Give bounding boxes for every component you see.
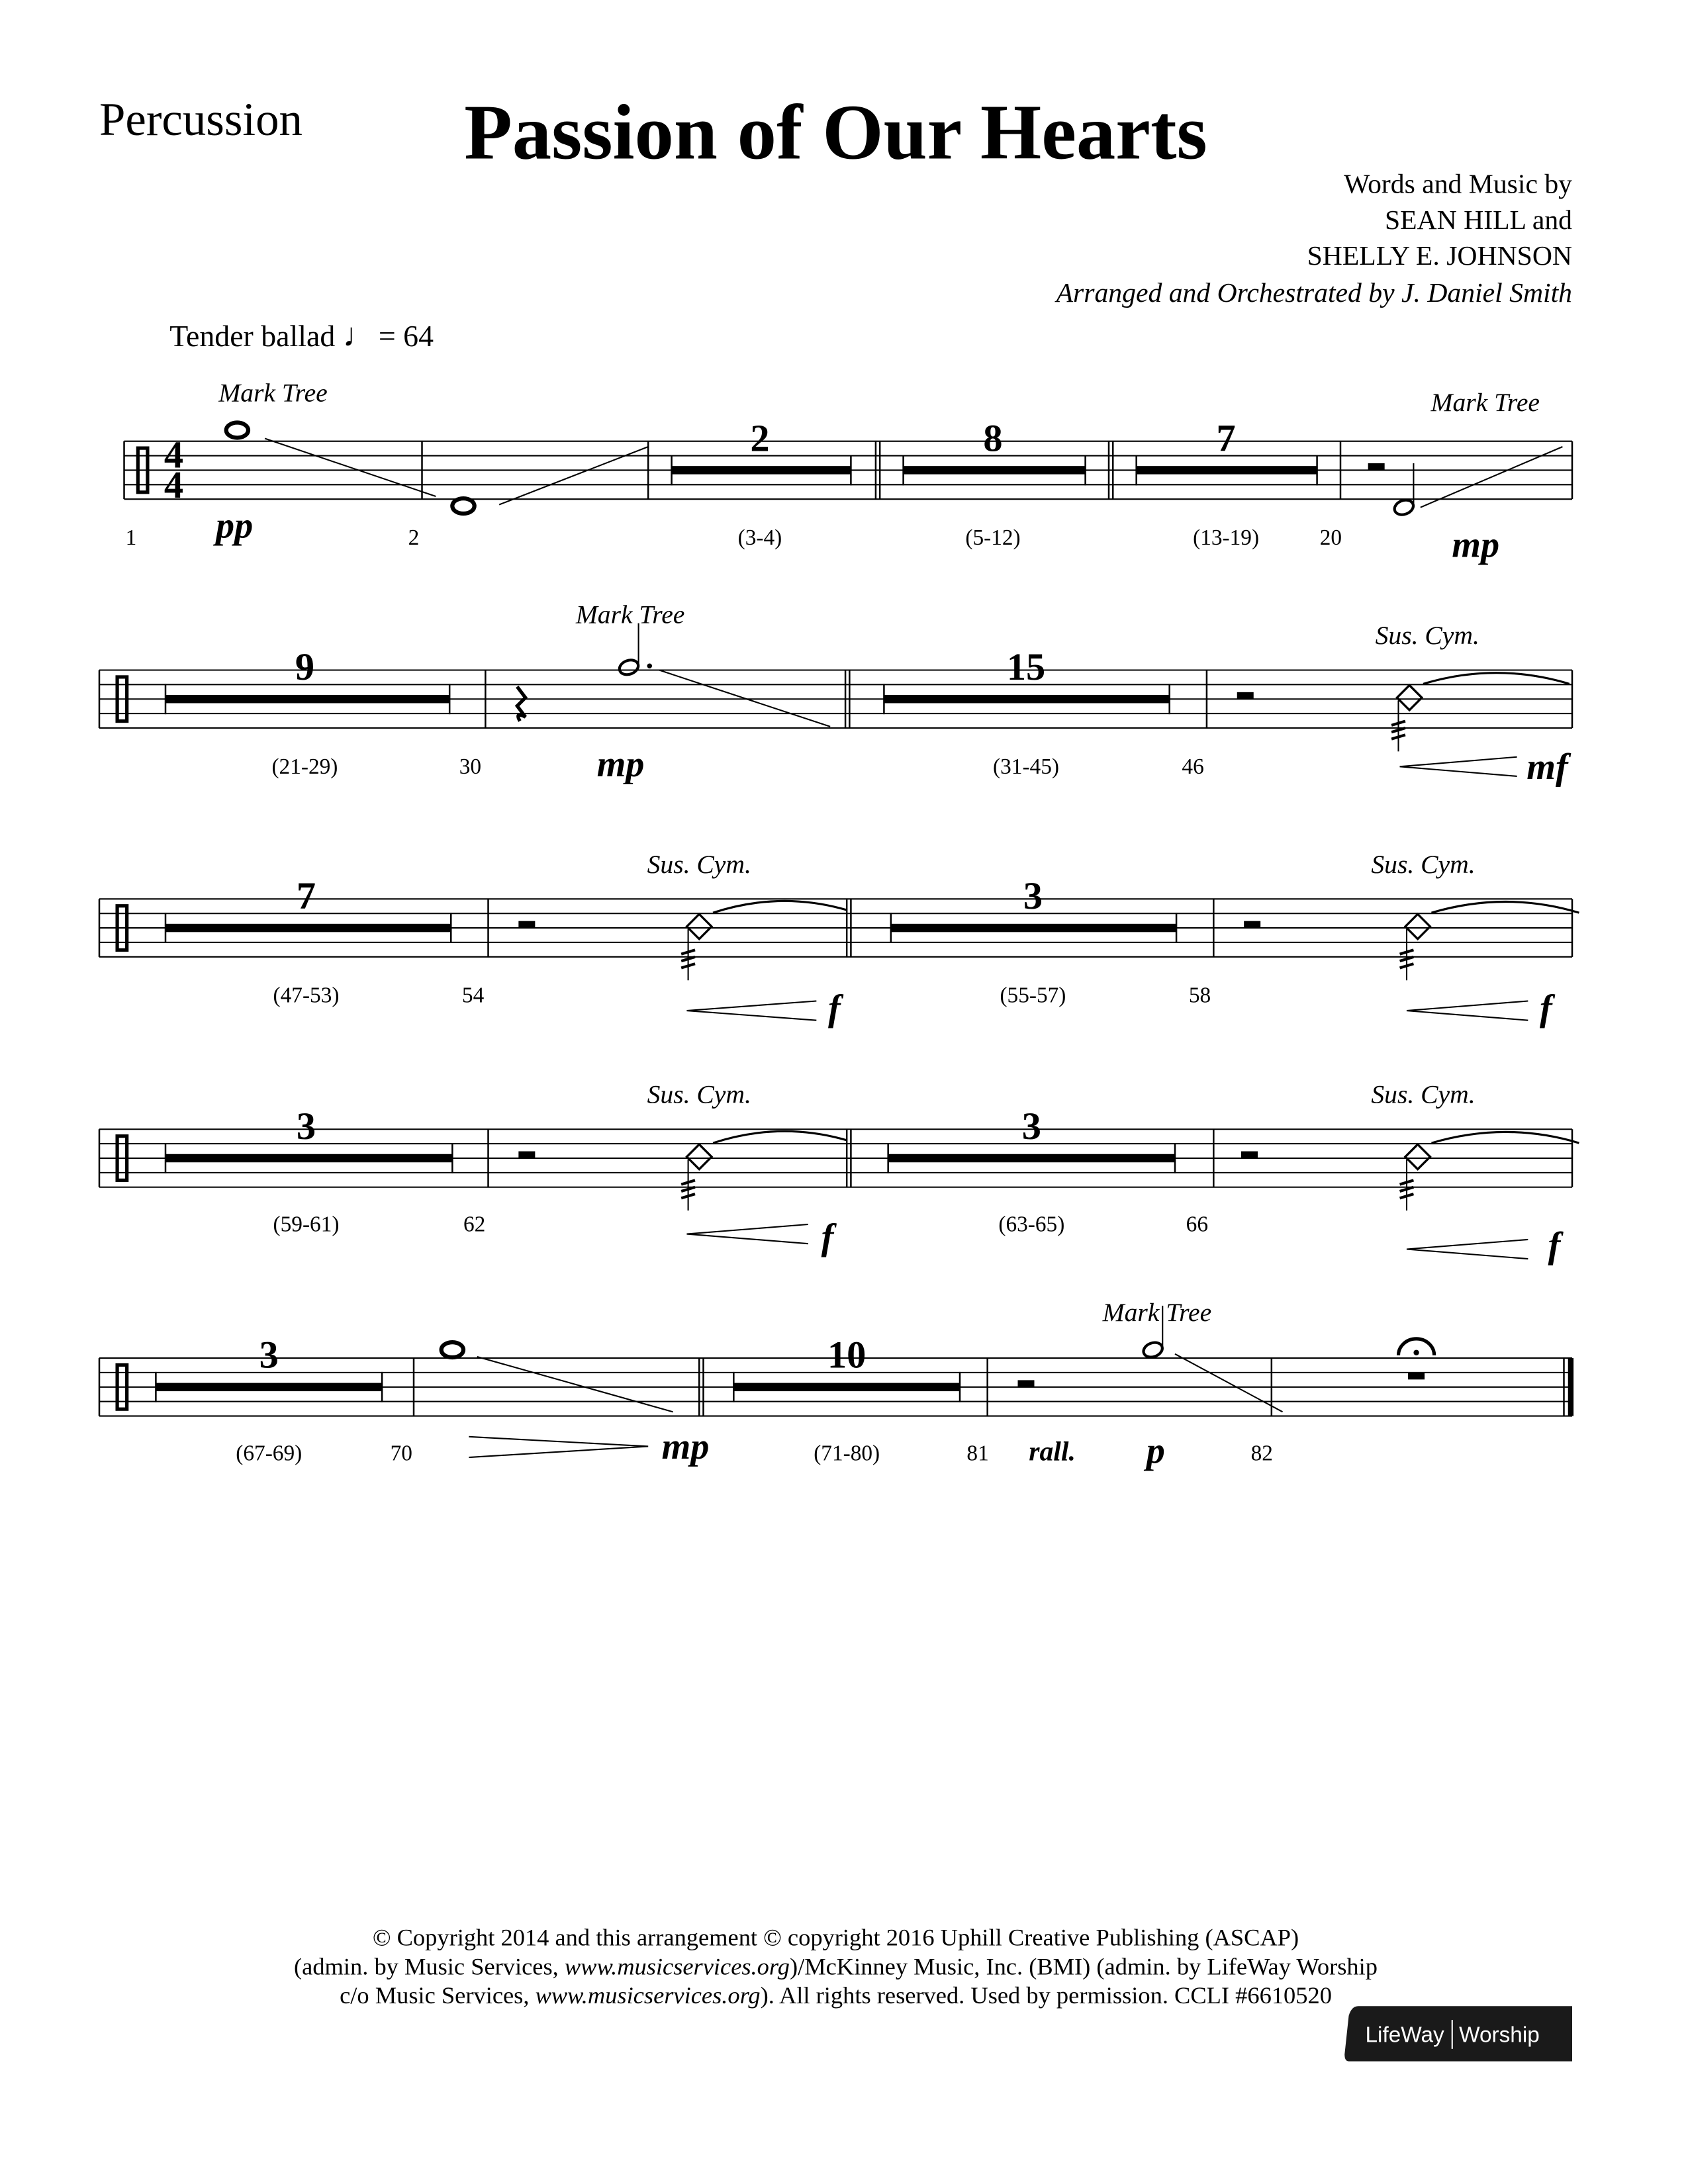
arranger-credit: Arranged and Orchestrated by J. Daniel Smith — [1056, 278, 1572, 309]
diamond-note-icon — [1405, 914, 1430, 939]
half-rest-icon — [1018, 1380, 1035, 1387]
whole-note-icon — [442, 1342, 463, 1357]
diamond-note-icon — [687, 1144, 712, 1169]
measure-number: (13-19) — [1193, 525, 1260, 550]
half-rest-icon — [1237, 692, 1254, 699]
dynamic-mf: mf — [1526, 747, 1568, 788]
measure-number: 70 — [390, 1441, 412, 1466]
instrument-label: Mark Tree — [575, 600, 685, 629]
crescendo-hairpin — [687, 1224, 808, 1244]
tremolo-icon — [1400, 950, 1414, 968]
instrument-label: Sus. Cym. — [1375, 620, 1479, 650]
whole-note-icon — [226, 423, 248, 438]
tremolo-icon — [1391, 721, 1405, 739]
crescendo-hairpin — [469, 1437, 648, 1457]
lifeway-worship-logo — [1344, 2006, 1572, 2061]
instrument-label: Mark Tree — [218, 378, 328, 408]
measure-number: 66 — [1186, 1212, 1208, 1237]
staff-system-1 — [124, 378, 1573, 565]
whole-rest-icon — [1408, 1373, 1425, 1379]
tie — [713, 901, 847, 913]
time-sig-top: 4 — [164, 433, 184, 477]
measure-number: (5-12) — [965, 525, 1021, 550]
copyright-line: (admin. by Music Services, www.musicservices.org)/McKinney Music, Inc. (BMI) (admin. by LifeWay Worship — [294, 1953, 1378, 1980]
multirest-count: 3 — [259, 1333, 279, 1377]
measure-number: (3-4) — [737, 525, 782, 550]
tie — [1432, 902, 1579, 913]
multirest-count: 7 — [296, 874, 316, 917]
tempo-marking: Tender ballad ♩ = 64 — [169, 316, 434, 353]
dynamic-pp: pp — [216, 505, 254, 547]
credit-line: SHELLY E. JOHNSON — [1307, 241, 1572, 271]
multirest-count: 3 — [296, 1104, 316, 1148]
measure-number: 1 — [125, 525, 137, 550]
diamond-note-icon — [1397, 685, 1422, 710]
tie — [1432, 1132, 1579, 1143]
half-rest-icon — [518, 921, 535, 928]
multirest-count: 9 — [295, 645, 315, 689]
measure-number: 81 — [966, 1441, 989, 1466]
quarter-rest-icon — [517, 687, 526, 721]
copyright-line: © Copyright 2014 and this arrangement © copyright 2016 Uphill Creative Publishing (ASCAP) — [372, 1924, 1299, 1951]
half-note-icon — [1393, 498, 1416, 518]
diamond-note-icon — [1405, 1144, 1430, 1169]
svg-text:LifeWay: LifeWay — [1365, 2023, 1444, 2048]
svg-text:Worship: Worship — [1459, 2023, 1540, 2048]
measure-number: 2 — [408, 525, 420, 550]
measure-number: 58 — [1188, 983, 1211, 1008]
crescendo-hairpin — [1407, 1001, 1528, 1021]
measure-number: (55-57) — [1000, 983, 1066, 1008]
measure-number: (31-45) — [993, 754, 1059, 779]
page-title: Passion of Our Hearts — [464, 88, 1207, 176]
measure-number: (59-61) — [273, 1212, 340, 1237]
half-rest-icon — [1244, 921, 1260, 928]
instrument-label: Mark Tree — [1430, 387, 1540, 417]
final-barline — [1568, 1358, 1573, 1416]
tremolo-icon — [681, 950, 695, 968]
crescendo-hairpin — [687, 1001, 817, 1021]
half-rest-icon — [1368, 463, 1385, 470]
half-rest-icon — [1241, 1152, 1258, 1158]
measure-number: 82 — [1250, 1441, 1273, 1466]
tie — [1423, 673, 1570, 684]
credit-line: SEAN HILL and — [1384, 205, 1572, 236]
whole-note-icon — [452, 498, 474, 514]
measure-number: 20 — [1319, 525, 1342, 550]
measure-number: 30 — [459, 754, 482, 779]
dynamic-mp: mp — [1452, 524, 1500, 566]
crescendo-hairpin — [1407, 1240, 1528, 1259]
rall-marking: rall. — [1029, 1436, 1076, 1467]
dotted-half-note-icon — [618, 658, 641, 678]
measure-number: 46 — [1182, 754, 1204, 779]
dynamic-f: f — [1548, 1225, 1561, 1266]
copyright-line: c/o Music Services, www.musicservices.org). All rights reserved. Used by permission. CCLI #6610520 — [340, 1982, 1332, 2009]
dynamic-f: f — [1540, 987, 1552, 1029]
credit-line: Words and Music by — [1344, 169, 1572, 200]
crescendo-hairpin — [1400, 757, 1517, 776]
dynamic-f: f — [828, 987, 841, 1029]
measure-number: (21-29) — [271, 754, 338, 779]
measure-number: 62 — [463, 1212, 486, 1237]
measure-number: (71-80) — [814, 1441, 880, 1466]
measure-number: 54 — [461, 983, 485, 1008]
dynamic-f: f — [821, 1216, 834, 1258]
multirest-count: 10 — [827, 1333, 867, 1377]
instrument-label: Sus. Cym. — [1371, 849, 1476, 879]
instrument-label: Sus. Cym. — [647, 1079, 751, 1109]
instrument-label: Mark Tree — [1102, 1297, 1212, 1327]
half-rest-icon — [518, 1152, 535, 1158]
dynamic-mp: mp — [661, 1426, 710, 1468]
dynamic-p: p — [1146, 1430, 1165, 1472]
measure-number: (47-53) — [273, 983, 340, 1008]
staff-system-3 — [99, 850, 1579, 1029]
measure-number: (67-69) — [236, 1441, 303, 1466]
fermata-icon — [1399, 1339, 1434, 1355]
instrument-label: Sus. Cym. — [1371, 1079, 1476, 1109]
diamond-note-icon — [687, 914, 712, 939]
multirest-count: 15 — [1006, 645, 1046, 689]
staff-system-2 — [99, 600, 1572, 788]
staff-system-4 — [99, 1080, 1579, 1266]
tremolo-icon — [1400, 1180, 1414, 1198]
dynamic-mp: mp — [596, 743, 645, 785]
multirest-count: 8 — [983, 416, 1003, 460]
multirest-count: 2 — [750, 416, 770, 460]
staff-system-5 — [99, 1298, 1573, 1472]
time-sig-bottom: 4 — [164, 463, 184, 507]
multirest-count: 3 — [1021, 1104, 1041, 1148]
half-note-icon — [1141, 1340, 1164, 1360]
multirest-count: 3 — [1023, 874, 1043, 917]
instrument-label: Sus. Cym. — [647, 849, 751, 879]
part-name: Percussion — [99, 94, 303, 146]
tremolo-icon — [681, 1180, 695, 1198]
multirest-count: 7 — [1216, 416, 1236, 460]
measure-number: (63-65) — [998, 1212, 1065, 1237]
tie — [713, 1131, 847, 1143]
